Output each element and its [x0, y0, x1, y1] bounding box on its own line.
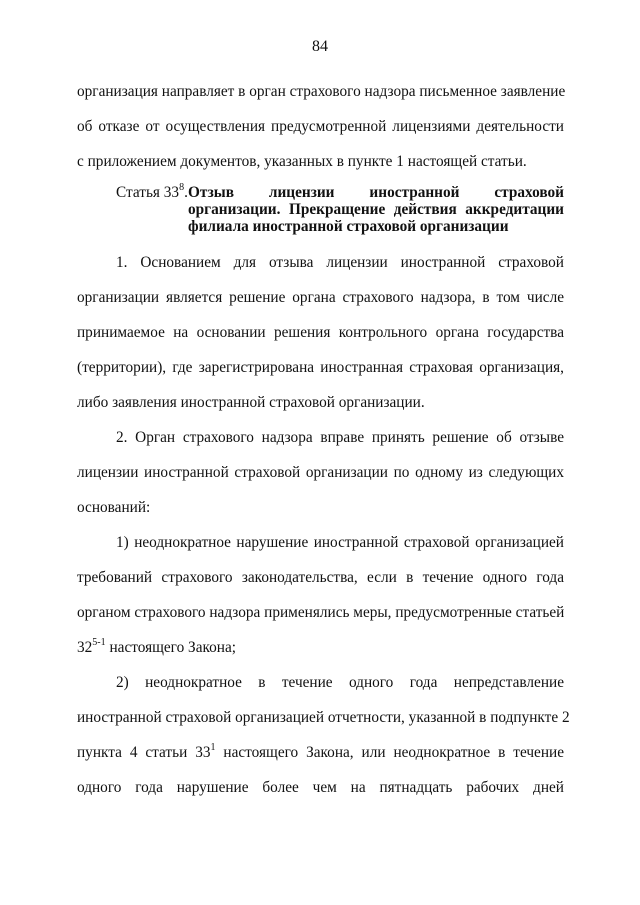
item2-line-3: пункта 4 статьи $33^1$ настоящего Закона, или неоднократное в течение [77, 741, 565, 761]
para1-line-3: принимаемое на основании решения контрольного органа государства [77, 324, 564, 341]
para2-line-1: 2. Орган страхового надзора вправе принять решение об отзыве [116, 429, 564, 446]
intro-line-1: организация направляет в орган страхового надзора письменное заявление [77, 83, 566, 100]
item1-line-2: требований страхового законодательства, если в течение одного года [77, 569, 564, 586]
item1-line-4: 32$^{5-1}$ настоящего Закона; [77, 636, 237, 656]
para2-line-3: оснований: [77, 499, 151, 516]
para1-line-2: организации является решение органа страхового надзора, в том числе [77, 289, 564, 306]
intro-line-3: с приложением документов, указанных в пункте 1 настоящей статьи. [77, 153, 527, 170]
item2-sup: 1 [210, 741, 216, 753]
item2-line-4: одного года нарушение более чем на пятнадцать рабочих дней [77, 779, 564, 796]
article-title-line-3: филиала иностранной страховой организации [188, 218, 509, 235]
para1-line-4: (территории), где зарегистрирована иностранная страховая организация, [77, 359, 564, 376]
item1-line-3: органом страхового надзора применялись меры, предусмотренные статьей [77, 604, 565, 621]
para2-line-2: лицензии иностранной страховой организации по одному из следующих [77, 464, 564, 481]
item1-sup: 5-1 [92, 636, 106, 648]
item1-line-1: 1) неоднократное нарушение иностранной страховой организацией [116, 534, 564, 551]
article-title-line-1: Отзыв лицензии иностранной страховой [188, 184, 564, 201]
page-number: 84 [312, 38, 328, 55]
intro-line-2: об отказе от осуществления предусмотренной лицензиями деятельности [77, 118, 564, 135]
article-label-sup: 8 [179, 181, 185, 193]
para1-line-5: либо заявления иностранной страховой организации. [77, 394, 425, 411]
para1-line-1: 1. Основанием для отзыва лицензии иностранной страховой [116, 254, 564, 271]
item2-line-2: иностранной страховой организацией отчетности, указанной в подпункте 2 [77, 709, 570, 726]
article-label: Статья $33^8$. [116, 181, 188, 201]
article-title-line-2: организации. Прекращение действия аккредитации [188, 201, 564, 218]
item2-line-1: 2) неоднократное в течение одного года непредставление [116, 674, 564, 691]
